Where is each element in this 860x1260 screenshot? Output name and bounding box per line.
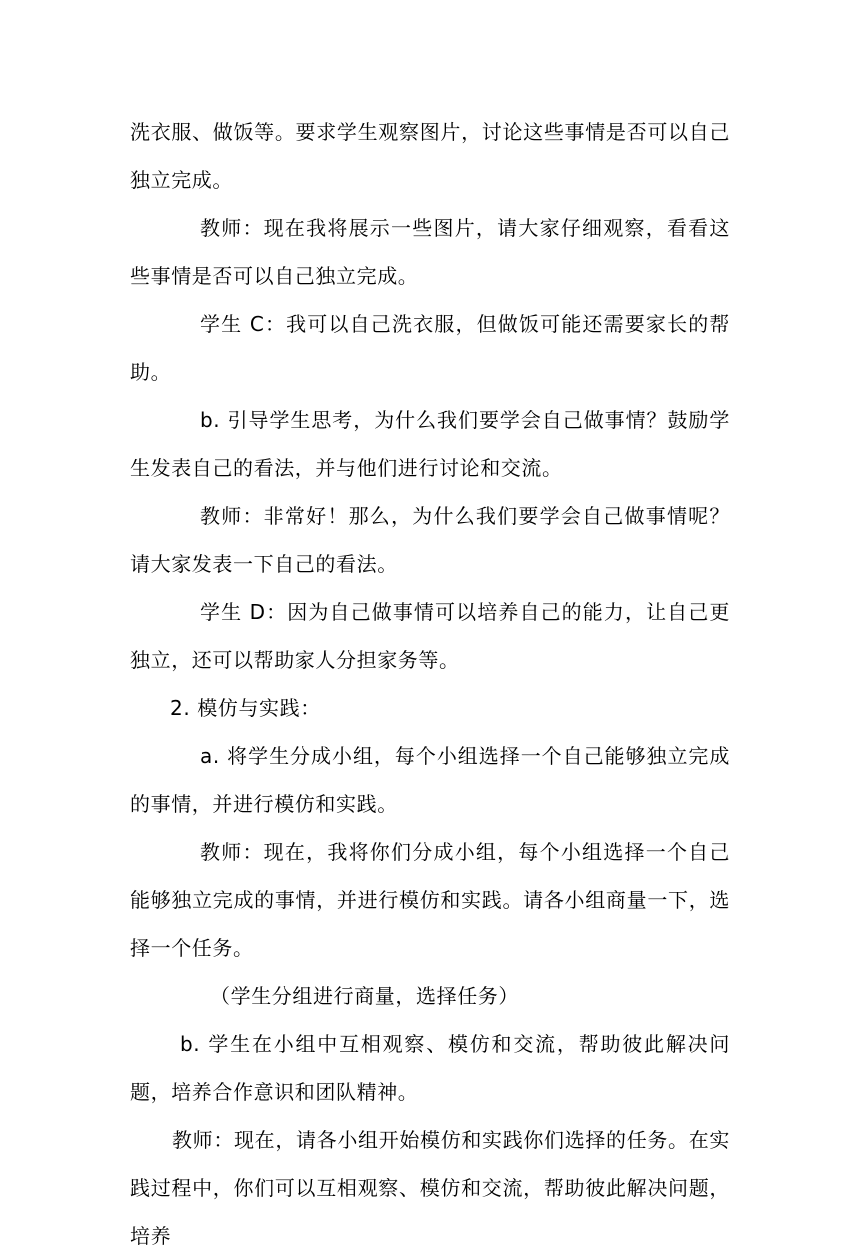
- paragraph-teacher-show-pictures: 教师：现在我将展示一些图片，请大家仔细观察，看看这些事情是否可以自己独立完成。: [130, 216, 730, 288]
- paragraph-step-b-observe: b. 学生在小组中互相观察、模仿和交流，帮助彼此解决问题，培养合作意识和团队精神。: [130, 1032, 730, 1104]
- document-body: [130, 108, 730, 1260]
- paragraph-teacher-why: 教师：非常好！那么，为什么我们要学会自己做事情呢？请大家发表一下自己的看法。: [130, 504, 730, 576]
- paragraph-teacher-start: 教师：现在，请各小组开始模仿和实践你们选择的任务。在实践过程中，你们可以互相观察、模仿和交流，帮助彼此解决问题，培养: [130, 1128, 730, 1248]
- paragraph-intro-continuation: 洗衣服、做饭等。要求学生观察图片，讨论这些事情是否可以自己独立完成。: [130, 120, 730, 192]
- paragraph-step-a-groups: a. 将学生分成小组，每个小组选择一个自己能够独立完成的事情，并进行模仿和实践。: [130, 744, 730, 816]
- section-heading-imitation-practice: 2. 模仿与实践：: [170, 696, 321, 720]
- paragraph-student-d: 学生 D：因为自己做事情可以培养自己的能力，让自己更独立，还可以帮助家人分担家务等。: [130, 600, 730, 672]
- paragraph-student-c: 学生 C：我可以自己洗衣服，但做饭可能还需要家长的帮助。: [130, 312, 730, 384]
- paragraph-step-b-guide: b. 引导学生思考，为什么我们要学会自己做事情？鼓励学生发表自己的看法，并与他们进行讨论和交流。: [130, 408, 730, 480]
- paragraph-stage-direction: （学生分组进行商量，选择任务）: [210, 984, 519, 1008]
- paragraph-teacher-groups: 教师：现在，我将你们分成小组，每个小组选择一个自己能够独立完成的事情，并进行模仿和实践。请各小组商量一下，选择一个任务。: [130, 840, 730, 960]
